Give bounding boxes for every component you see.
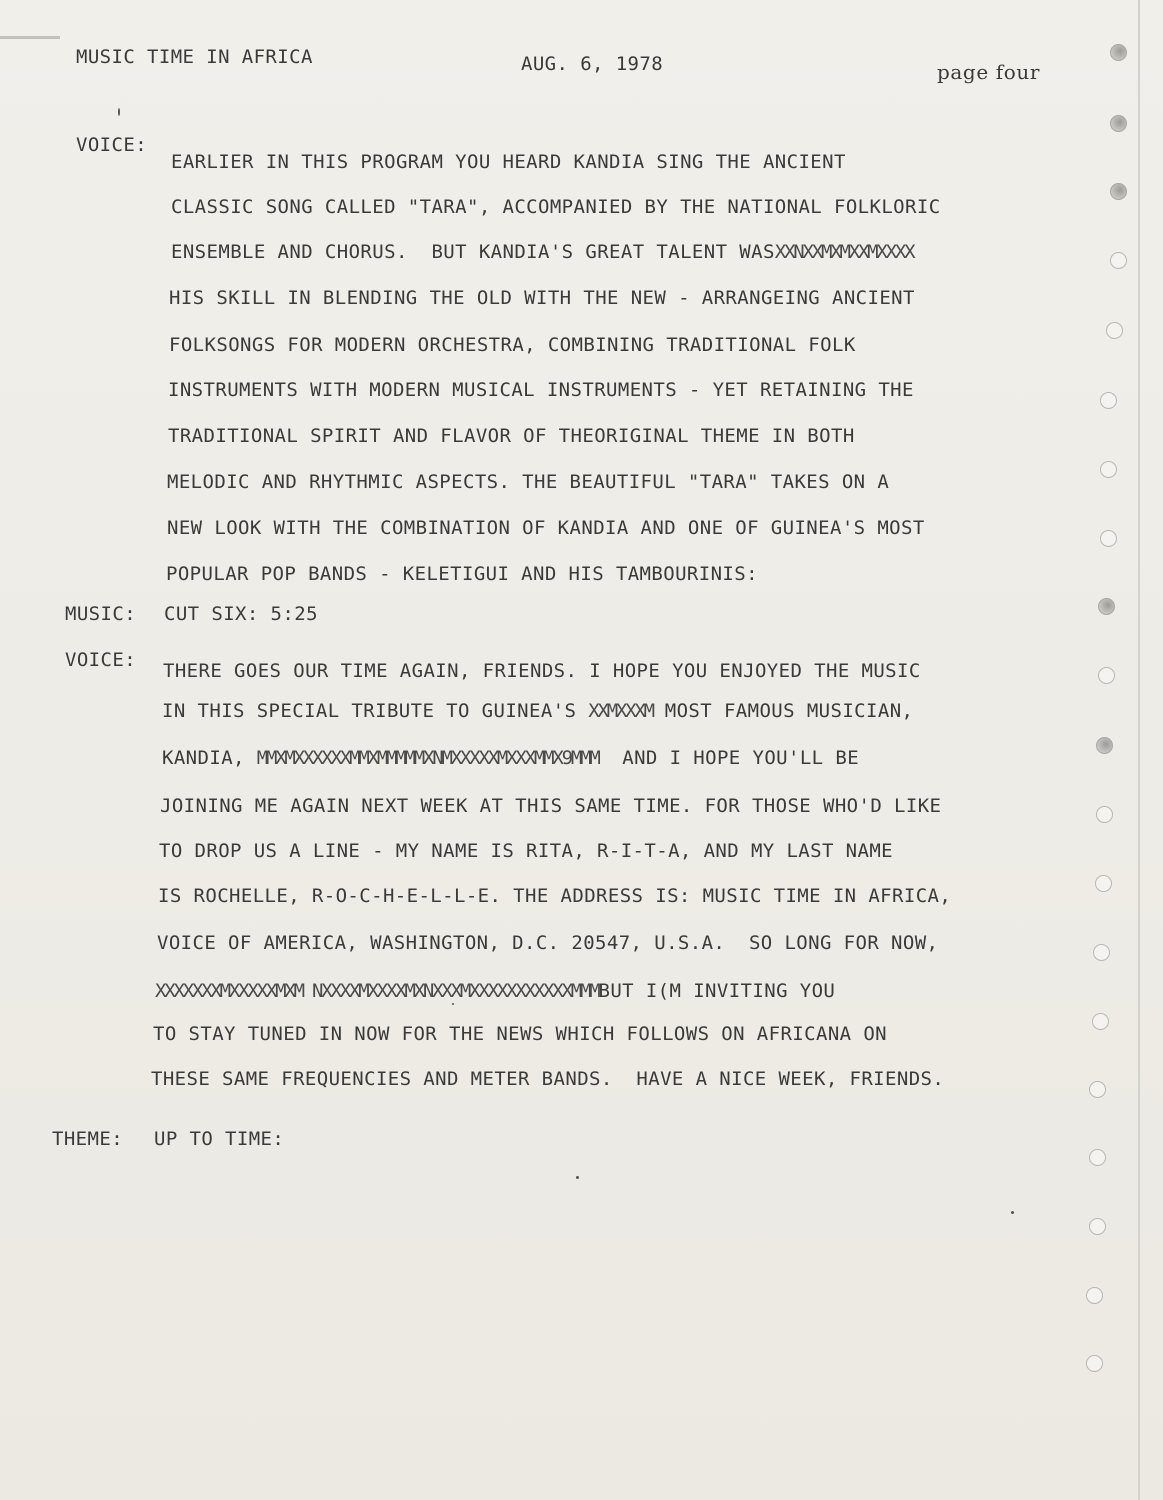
broadcast-date: AUG. 6, 1978 <box>521 53 664 75</box>
script-line: TO DROP US A LINE - MY NAME IS RITA, R-I-T-A, AND MY LAST NAME <box>159 840 894 862</box>
paper-speck <box>576 1176 579 1179</box>
script-line: FOLKSONGS FOR MODERN ORCHESTRA, COMBINING TRADITIONAL FOLK <box>169 334 856 356</box>
punch-hole <box>1096 806 1113 823</box>
script-line: EARLIER IN THIS PROGRAM YOU HEARD KANDIA SING THE ANCIENT <box>171 151 846 173</box>
script-text: KANDIA, <box>162 747 245 769</box>
punch-hole <box>1086 1287 1103 1304</box>
script-text: ENSEMBLE AND CHORUS. BUT KANDIA'S GREAT TALENT WAS <box>171 241 775 263</box>
paper-speck <box>118 108 120 116</box>
theme-cue: UP TO TIME: <box>154 1128 285 1150</box>
script-line: NEW LOOK WITH THE COMBINATION OF KANDIA AND ONE OF GUINEA'S MOST <box>167 517 925 539</box>
punch-hole <box>1095 875 1112 892</box>
script-text: IN THIS SPECIAL TRIBUTE TO GUINEA'S <box>162 700 577 722</box>
punch-hole <box>1100 530 1117 547</box>
punch-hole <box>1100 461 1117 478</box>
script-line: CLASSIC SONG CALLED "TARA", ACCOMPANIED BY THE NATIONAL FOLKLORIC <box>171 196 941 218</box>
punch-hole <box>1093 944 1110 961</box>
script-line <box>162 700 913 722</box>
punch-hole <box>1098 667 1115 684</box>
script-line <box>155 980 835 1002</box>
paper-speck <box>1011 1211 1014 1214</box>
typed-strikeout: XXXXXXXMXXXXXMXM NXXXXMXXXXMXNXXXMXXXXXXXXXXXMMM <box>155 980 599 1002</box>
script-line: THERE GOES OUR TIME AGAIN, FRIENDS. I HOPE YOU ENJOYED THE MUSIC <box>163 660 921 682</box>
punch-hole <box>1110 115 1127 132</box>
typed-strikeout: XXNXXMXMXXMXXXX <box>774 241 914 263</box>
script-line: POPULAR POP BANDS - KELETIGUI AND HIS TAMBOURINIS: <box>166 563 758 585</box>
punch-hole <box>1092 1013 1109 1030</box>
script-text: MOST FAMOUS MUSICIAN, <box>664 700 914 722</box>
script-line: TO STAY TUNED IN NOW FOR THE NEWS WHICH FOLLOWS ON AFRICANA ON <box>153 1023 888 1045</box>
script-text: AND I HOPE YOU'LL BE <box>622 747 860 769</box>
script-line: JOINING ME AGAIN NEXT WEEK AT THIS SAME TIME. FOR THOSE WHO'D LIKE <box>160 795 942 817</box>
script-line: HIS SKILL IN BLENDING THE OLD WITH THE NEW - ARRANGEING ANCIENT <box>169 287 915 309</box>
script-line: INSTRUMENTS WITH MODERN MUSICAL INSTRUMENTS - YET RETAINING THE <box>168 379 914 401</box>
script-line: THESE SAME FREQUENCIES AND METER BANDS. HAVE A NICE WEEK, FRIENDS. <box>151 1068 945 1090</box>
punch-hole <box>1106 322 1123 339</box>
typed-strikeout: MMXMXXXXXXMMXMMMMMXNMXXXXXMXXXMMX9MMM <box>256 747 599 769</box>
page-number: page four <box>937 60 1041 84</box>
speaker-label-theme: THEME: <box>52 1128 124 1150</box>
typed-strikeout: XXMXXXM <box>588 700 653 722</box>
script-line: TRADITIONAL SPIRIT AND FLAVOR OF THEORIGINAL THEME IN BOTH <box>168 425 855 447</box>
punch-hole <box>1098 598 1115 615</box>
punch-hole <box>1089 1218 1106 1235</box>
music-cue: CUT SIX: 5:25 <box>164 603 318 625</box>
script-line: MELODIC AND RHYTHMIC ASPECTS. THE BEAUTIFUL "TARA" TAKES ON A <box>167 471 890 493</box>
script-text: BUT I(M INVITING YOU <box>598 980 836 1002</box>
punch-hole <box>1089 1081 1106 1098</box>
speaker-label-voice: VOICE: <box>65 649 137 671</box>
script-line: IS ROCHELLE, R-O-C-H-E-L-L-E. THE ADDRESS IS: MUSIC TIME IN AFRICA, <box>158 885 952 907</box>
paper-speck <box>452 1003 454 1005</box>
punch-hole <box>1086 1355 1103 1372</box>
script-line <box>171 241 913 263</box>
punch-hole <box>1089 1149 1106 1166</box>
punch-hole <box>1110 252 1127 269</box>
punch-hole <box>1110 44 1127 61</box>
script-line <box>162 747 859 769</box>
program-title: MUSIC TIME IN AFRICA <box>76 46 313 68</box>
speaker-label-music: MUSIC: <box>65 603 137 625</box>
script-line: VOICE OF AMERICA, WASHINGTON, D.C. 20547, U.S.A. SO LONG FOR NOW, <box>157 932 939 954</box>
punch-hole <box>1110 183 1127 200</box>
speaker-label-voice: VOICE: <box>76 134 148 156</box>
punch-hole <box>1096 737 1113 754</box>
punch-hole <box>1100 392 1117 409</box>
